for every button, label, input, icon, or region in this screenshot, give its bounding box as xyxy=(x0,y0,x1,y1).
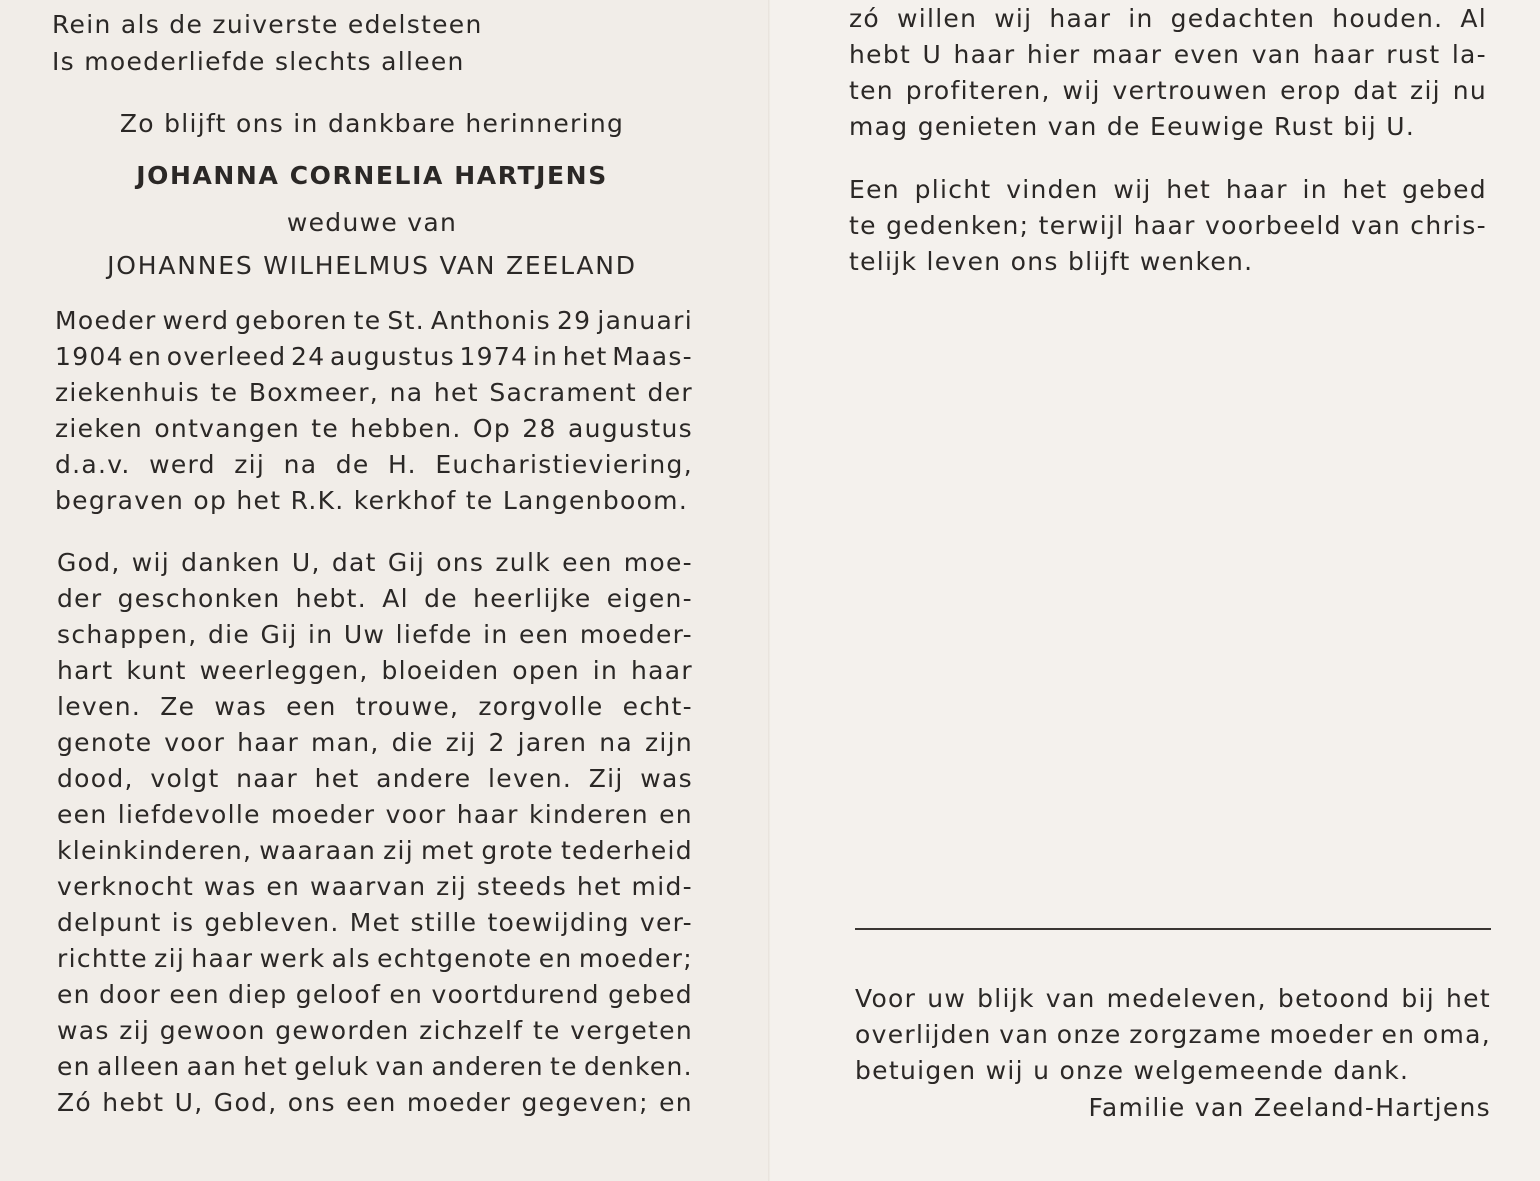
poem-line: Is moederliefde slechts alleen xyxy=(52,47,465,76)
prayer-line: leven. Ze was een trouwe, zorgvolle echt- xyxy=(57,692,693,721)
biography-line: zieken ontvangen te hebben. Op 28 augustus xyxy=(55,414,693,443)
divider-line xyxy=(855,928,1491,930)
prayer-line: verknocht was en waarvan zij steeds het mid- xyxy=(57,872,693,901)
prayer-continued-line: ten profiteren, wij vertrouwen erop dat zij nu xyxy=(849,76,1487,105)
duty-line: telijk leven ons blijft wenken. xyxy=(849,247,1254,276)
duty-line: Een plicht vinden wij het haar in het gebed xyxy=(849,175,1487,204)
prayer-line: dood, volgt naar het andere leven. Zij was xyxy=(57,764,693,793)
intro-line: Zo blijft ons in dankbare herinnering xyxy=(119,109,625,138)
prayer-line: schappen, die Gij in Uw liefde in een moeder- xyxy=(57,620,693,649)
thanks-line: betuigen wij u onze welgemeende dank. xyxy=(855,1056,1410,1085)
poem-line: Rein als de zuiverste edelsteen xyxy=(52,10,483,39)
biography-line: Moeder werd geboren te St. Anthonis 29 januari xyxy=(55,306,693,335)
prayer-continued-line: zó willen wij haar in gedachten houden. Al xyxy=(849,4,1487,33)
spouse-name: JOHANNES WILHELMUS VAN ZEELAND xyxy=(107,251,637,280)
duty-line: te gedenken; terwijl haar voorbeeld van chris- xyxy=(849,211,1487,240)
prayer-line: en alleen aan het geluk van anderen te denken. xyxy=(57,1052,693,1081)
thanks-line: Voor uw blijk van medeleven, betoond bij het xyxy=(855,984,1491,1013)
biography-line: begraven op het R.K. kerkhof te Langenboom. xyxy=(55,486,689,515)
prayer-line: en door een diep geloof en voortdurend gebed xyxy=(57,980,693,1009)
prayer-line: der geschonken hebt. Al de heerlijke eigen- xyxy=(57,584,693,613)
prayer-continued-line: hebt U haar hier maar even van haar rust la- xyxy=(849,40,1487,69)
widow-of-line: weduwe van xyxy=(286,208,458,237)
deceased-name: JOHANNA CORNELIA HARTJENS xyxy=(136,161,608,190)
prayer-line: God, wij danken U, dat Gij ons zulk een moe- xyxy=(57,548,693,577)
prayer-line: delpunt is gebleven. Met stille toewijding ver- xyxy=(57,908,693,937)
prayer-line: Zó hebt U, God, ons een moeder gegeven; en xyxy=(57,1088,693,1117)
thanks-line: overlijden van onze zorgzame moeder en oma, xyxy=(855,1020,1491,1049)
prayer-line: richtte zij haar werk als echtgenote en moeder; xyxy=(57,944,693,973)
prayer-continued-line: mag genieten van de Eeuwige Rust bij U. xyxy=(849,112,1416,141)
biography-line: ziekenhuis te Boxmeer, na het Sacrament der xyxy=(55,378,693,407)
prayer-line: kleinkinderen, waaraan zij met grote tederheid xyxy=(57,836,693,865)
biography-line: 1904 en overleed 24 augustus 1974 in het Maas- xyxy=(55,342,693,371)
biography-line: d.a.v. werd zij na de H. Eucharistieviering, xyxy=(55,450,693,479)
prayer-line: was zij gewoon geworden zichzelf te vergeten xyxy=(57,1016,693,1045)
prayer-line: hart kunt weerleggen, bloeiden open in haar xyxy=(57,656,693,685)
prayer-line: een liefdevolle moeder voor haar kinderen en xyxy=(57,800,693,829)
family-signature: Familie van Zeeland-Hartjens xyxy=(1088,1093,1491,1122)
card-fold xyxy=(768,0,771,1181)
prayer-line: genote voor haar man, die zij 2 jaren na zijn xyxy=(57,728,693,757)
